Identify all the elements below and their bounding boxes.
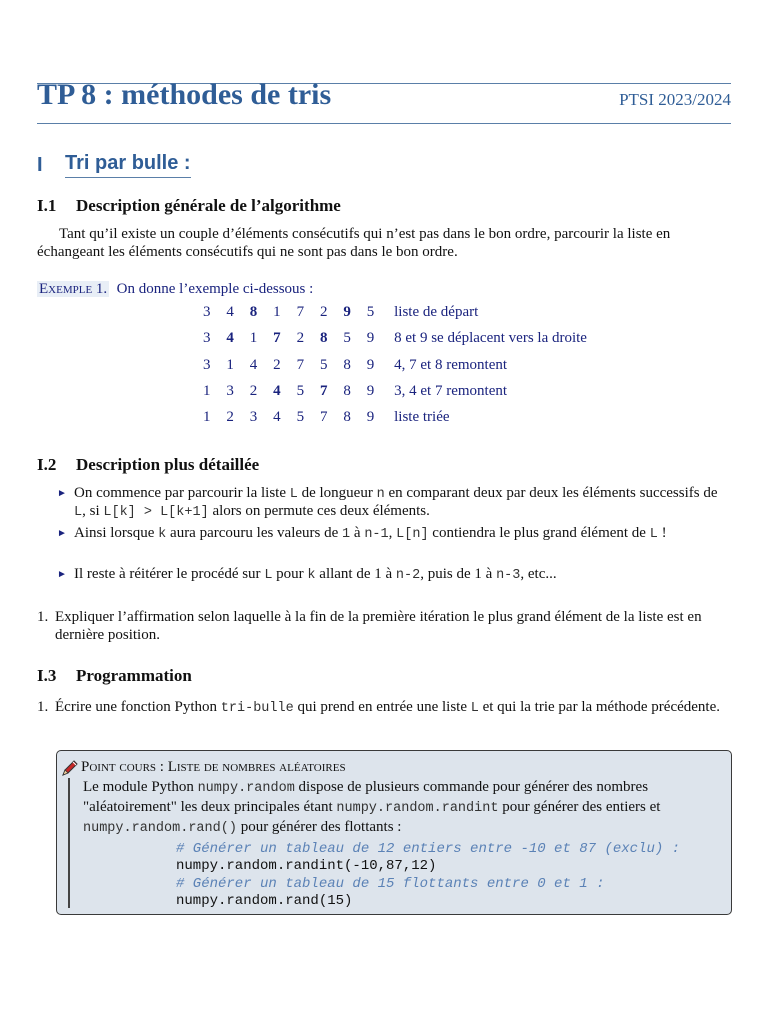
header-rule: [37, 123, 731, 124]
example-value: 3: [226, 383, 234, 399]
text: alors on permute ces deux éléments.: [208, 503, 430, 519]
code-inline: L[n]: [396, 527, 429, 542]
example-value: 3: [203, 357, 211, 373]
code-inline: numpy.random.randint: [336, 801, 499, 816]
section-title: Tri par bulle :: [65, 152, 191, 178]
text: !: [657, 525, 667, 541]
question-number: 1.: [37, 699, 49, 715]
paragraph: Tant qu’il existe un couple d’éléments consécutifs qui n’est pas dans le bon ordre, parcourir la liste en échangeant les éléments consécutifs qui ne sont pas dans le bon ordre.: [37, 226, 671, 260]
subsection-title: Programmation: [76, 666, 192, 685]
text: pour générer des flottants :: [236, 819, 402, 835]
example-value: 4: [273, 409, 281, 425]
text: Le module Python: [83, 779, 198, 795]
code-line: numpy.random.rand(15): [176, 893, 353, 909]
text: dispose de plusieurs commande pour générer des nombres "aléatoirement" les deux principales étant: [83, 779, 649, 815]
triangle-bullet-icon: ►: [57, 488, 67, 499]
code-inline: k: [158, 527, 167, 542]
text: allant de 1 à: [315, 566, 396, 582]
example-value: 5: [343, 330, 351, 346]
subsection-number: I.3: [37, 666, 57, 685]
list-item: [57, 525, 731, 543]
question: [37, 698, 731, 718]
code-line: numpy.random.randint(-10,87,12): [176, 858, 437, 874]
code-inline: L: [264, 568, 273, 583]
pencil-icon: [60, 758, 80, 778]
text: et qui la trie par la méthode précédente.: [478, 699, 720, 715]
example-value: 5: [319, 357, 328, 373]
subsection-title: Description plus détaillée: [76, 455, 260, 474]
list-item: [57, 566, 731, 584]
text: pour générer des entiers et: [498, 799, 661, 815]
info-box-text: [83, 778, 728, 838]
text: pour: [272, 566, 308, 582]
example-row-label: 4, 7 et 8 remontent: [394, 357, 508, 373]
example-value: 4: [226, 304, 234, 320]
text: en comparant deux par deux les éléments successifs de: [384, 485, 718, 501]
example-value: 4: [249, 357, 258, 373]
example-value: 2: [273, 357, 281, 373]
text: , etc...: [520, 566, 557, 582]
example-value: 5: [296, 409, 305, 425]
example-value: 1: [203, 383, 211, 399]
question: [37, 608, 731, 644]
text: ,: [388, 525, 397, 541]
triangle-bullet-icon: ►: [57, 528, 67, 539]
example-value: 1: [249, 330, 258, 346]
code-inline: 1: [342, 527, 351, 542]
code-inline: n-2: [395, 568, 421, 583]
example-value: 3: [203, 330, 211, 346]
list-item: [57, 485, 731, 521]
subsection-heading: [37, 455, 259, 475]
question-text: Expliquer l’affirmation selon laquelle à la fin de la première itération le plus grand élément de la liste est en dernière position.: [55, 609, 702, 643]
text: Ainsi lorsque: [74, 525, 159, 541]
text: qui prend en entrée une liste: [293, 699, 471, 715]
example-value: 3: [203, 304, 211, 320]
code-inline: k: [307, 568, 316, 583]
example-value: 2: [319, 304, 328, 320]
example-label: Exemple 1.: [39, 281, 108, 297]
code-comment: # Générer un tableau de 15 flottants entre 0 et 1 :: [176, 876, 605, 892]
section-number: I: [37, 154, 43, 176]
code-inline: L[k] > L[k+1]: [103, 505, 209, 520]
text: contiendra le plus grand élément de: [428, 525, 650, 541]
example-heading: [37, 281, 313, 298]
subsection-title: Description générale de l’algorithme: [76, 196, 341, 215]
example-value: 9: [366, 330, 375, 346]
example-value: 9: [343, 304, 351, 320]
example-row: [203, 304, 478, 321]
code-inline: n: [376, 487, 385, 502]
code-inline: tri-bulle: [220, 701, 294, 716]
example-value: 7: [296, 357, 305, 373]
question-number: 1.: [37, 609, 49, 625]
text: Il reste à réitérer le procédé sur: [74, 566, 265, 582]
text: à: [350, 525, 365, 541]
example-row-label: liste triée: [394, 409, 450, 425]
example-value: 8: [343, 357, 351, 373]
subsection-heading: [37, 196, 341, 216]
code-inline: n-3: [496, 568, 521, 583]
example-value: 1: [226, 357, 234, 373]
example-value: 8: [249, 304, 258, 320]
example-value: 9: [366, 357, 375, 373]
code-inline: L: [470, 701, 479, 716]
example-intro: On donne l’exemple ci-dessous :: [116, 281, 314, 297]
example-value: 2: [249, 383, 258, 399]
example-value: 7: [296, 304, 305, 320]
code-inline: L: [289, 487, 298, 502]
example-row-label: 8 et 9 se déplacent vers la droite: [394, 330, 587, 346]
example-row: [203, 330, 587, 347]
example-value: 2: [296, 330, 305, 346]
example-row: [203, 357, 507, 374]
code-inline: n-1: [364, 527, 389, 542]
example-row-label: liste de départ: [394, 304, 479, 320]
page-title: TP 8 : méthodes de tris: [37, 78, 332, 111]
text: On commence par parcourir la liste: [74, 485, 290, 501]
example-value: 9: [366, 409, 375, 425]
text: de longueur: [297, 485, 377, 501]
example-value: 5: [296, 383, 305, 399]
info-box-bar: [68, 778, 70, 908]
term-label: PTSI 2023/2024: [619, 90, 731, 109]
code-inline: L: [74, 505, 83, 520]
text: , puis de 1 à: [420, 566, 497, 582]
example-value: 4: [273, 383, 281, 399]
example-value: 9: [366, 383, 375, 399]
text: aura parcouru les valeurs de: [166, 525, 343, 541]
text: Écrire une fonction Python: [55, 699, 221, 715]
example-row: [203, 409, 450, 426]
info-box-title: Point cours : Liste de nombres aléatoires: [81, 759, 346, 775]
example-value: 8: [343, 383, 351, 399]
code-comment: # Générer un tableau de 12 entiers entre -10 et 87 (exclu) :: [176, 841, 681, 857]
example-value: 5: [366, 304, 375, 320]
code-inline: L: [649, 527, 658, 542]
example-value: 7: [319, 383, 328, 399]
triangle-bullet-icon: ►: [57, 569, 67, 580]
example-value: 8: [343, 409, 351, 425]
subsection-number: I.1: [37, 196, 57, 215]
example-value: 4: [226, 330, 234, 346]
example-row-label: 3, 4 et 7 remontent: [394, 383, 508, 399]
subsection-number: I.2: [37, 455, 57, 474]
example-value: 3: [249, 409, 258, 425]
code-inline: numpy.random: [197, 781, 295, 796]
example-value: 1: [203, 409, 211, 425]
example-value: 1: [273, 304, 281, 320]
example-value: 8: [319, 330, 328, 346]
example-value: 7: [273, 330, 281, 346]
text: , si: [82, 503, 104, 519]
subsection-heading: [37, 666, 192, 686]
code-inline: numpy.random.rand(): [83, 821, 237, 836]
example-value: 2: [226, 409, 234, 425]
example-value: 7: [319, 409, 328, 425]
example-row: [203, 383, 507, 400]
